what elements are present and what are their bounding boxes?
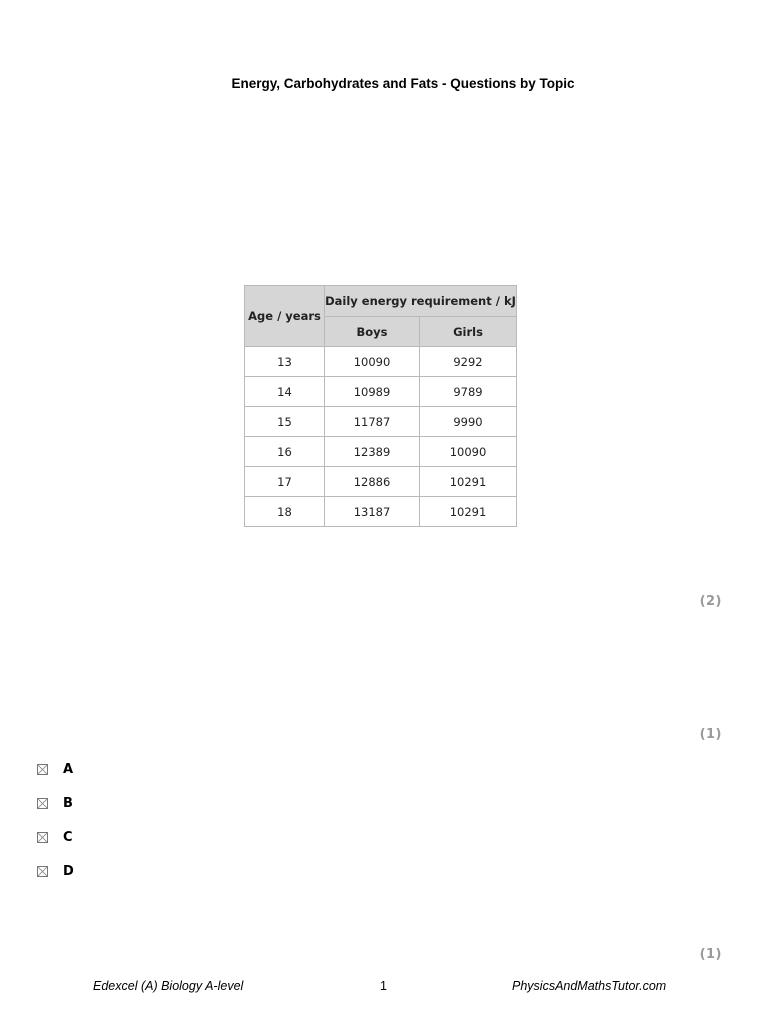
cell-age: 18 bbox=[245, 497, 325, 527]
cell-age: 17 bbox=[245, 467, 325, 497]
marks-label: (1) bbox=[699, 947, 722, 962]
header-boys: Boys bbox=[325, 317, 420, 347]
checkbox-icon[interactable] bbox=[37, 866, 48, 877]
marks-label: (2) bbox=[699, 594, 722, 609]
cell-boys: 13187 bbox=[325, 497, 420, 527]
table-row bbox=[245, 377, 517, 407]
footer-course: Edexcel (A) Biology A-level bbox=[93, 979, 244, 993]
table-row bbox=[245, 407, 517, 437]
footer-website: PhysicsAndMathsTutor.com bbox=[512, 979, 667, 993]
cell-girls: 10090 bbox=[420, 437, 517, 467]
table-row bbox=[245, 467, 517, 497]
cell-boys: 10989 bbox=[325, 377, 420, 407]
footer-page-number: 1 bbox=[380, 979, 387, 993]
option-label: D bbox=[63, 863, 74, 879]
checkbox-icon[interactable] bbox=[37, 798, 48, 809]
header-age: Age / years bbox=[245, 286, 325, 347]
header-daily-energy: Daily energy requirement / kJ bbox=[325, 286, 517, 317]
cell-boys: 10090 bbox=[325, 347, 420, 377]
cell-age: 13 bbox=[245, 347, 325, 377]
cell-girls: 9990 bbox=[420, 407, 517, 437]
option-d[interactable] bbox=[37, 863, 74, 879]
cell-boys: 12886 bbox=[325, 467, 420, 497]
checkbox-icon[interactable] bbox=[37, 832, 48, 843]
cell-girls: 10291 bbox=[420, 467, 517, 497]
cell-girls: 10291 bbox=[420, 497, 517, 527]
table-row bbox=[245, 497, 517, 527]
cell-age: 14 bbox=[245, 377, 325, 407]
option-b[interactable] bbox=[37, 795, 73, 811]
cell-girls: 9292 bbox=[420, 347, 517, 377]
cell-age: 16 bbox=[245, 437, 325, 467]
cell-girls: 9789 bbox=[420, 377, 517, 407]
checkbox-icon[interactable] bbox=[37, 764, 48, 775]
page-title: Energy, Carbohydrates and Fats - Questions by Topic bbox=[231, 76, 575, 91]
cell-age: 15 bbox=[245, 407, 325, 437]
table-row bbox=[245, 347, 517, 377]
cell-boys: 11787 bbox=[325, 407, 420, 437]
option-a[interactable] bbox=[37, 761, 73, 777]
table-row bbox=[245, 437, 517, 467]
option-c[interactable] bbox=[37, 829, 73, 845]
cell-boys: 12389 bbox=[325, 437, 420, 467]
energy-requirement-table bbox=[244, 285, 517, 527]
option-label: A bbox=[63, 761, 74, 777]
marks-label: (1) bbox=[699, 727, 722, 742]
option-label: B bbox=[63, 795, 73, 811]
header-girls: Girls bbox=[420, 317, 517, 347]
option-label: C bbox=[63, 829, 73, 845]
